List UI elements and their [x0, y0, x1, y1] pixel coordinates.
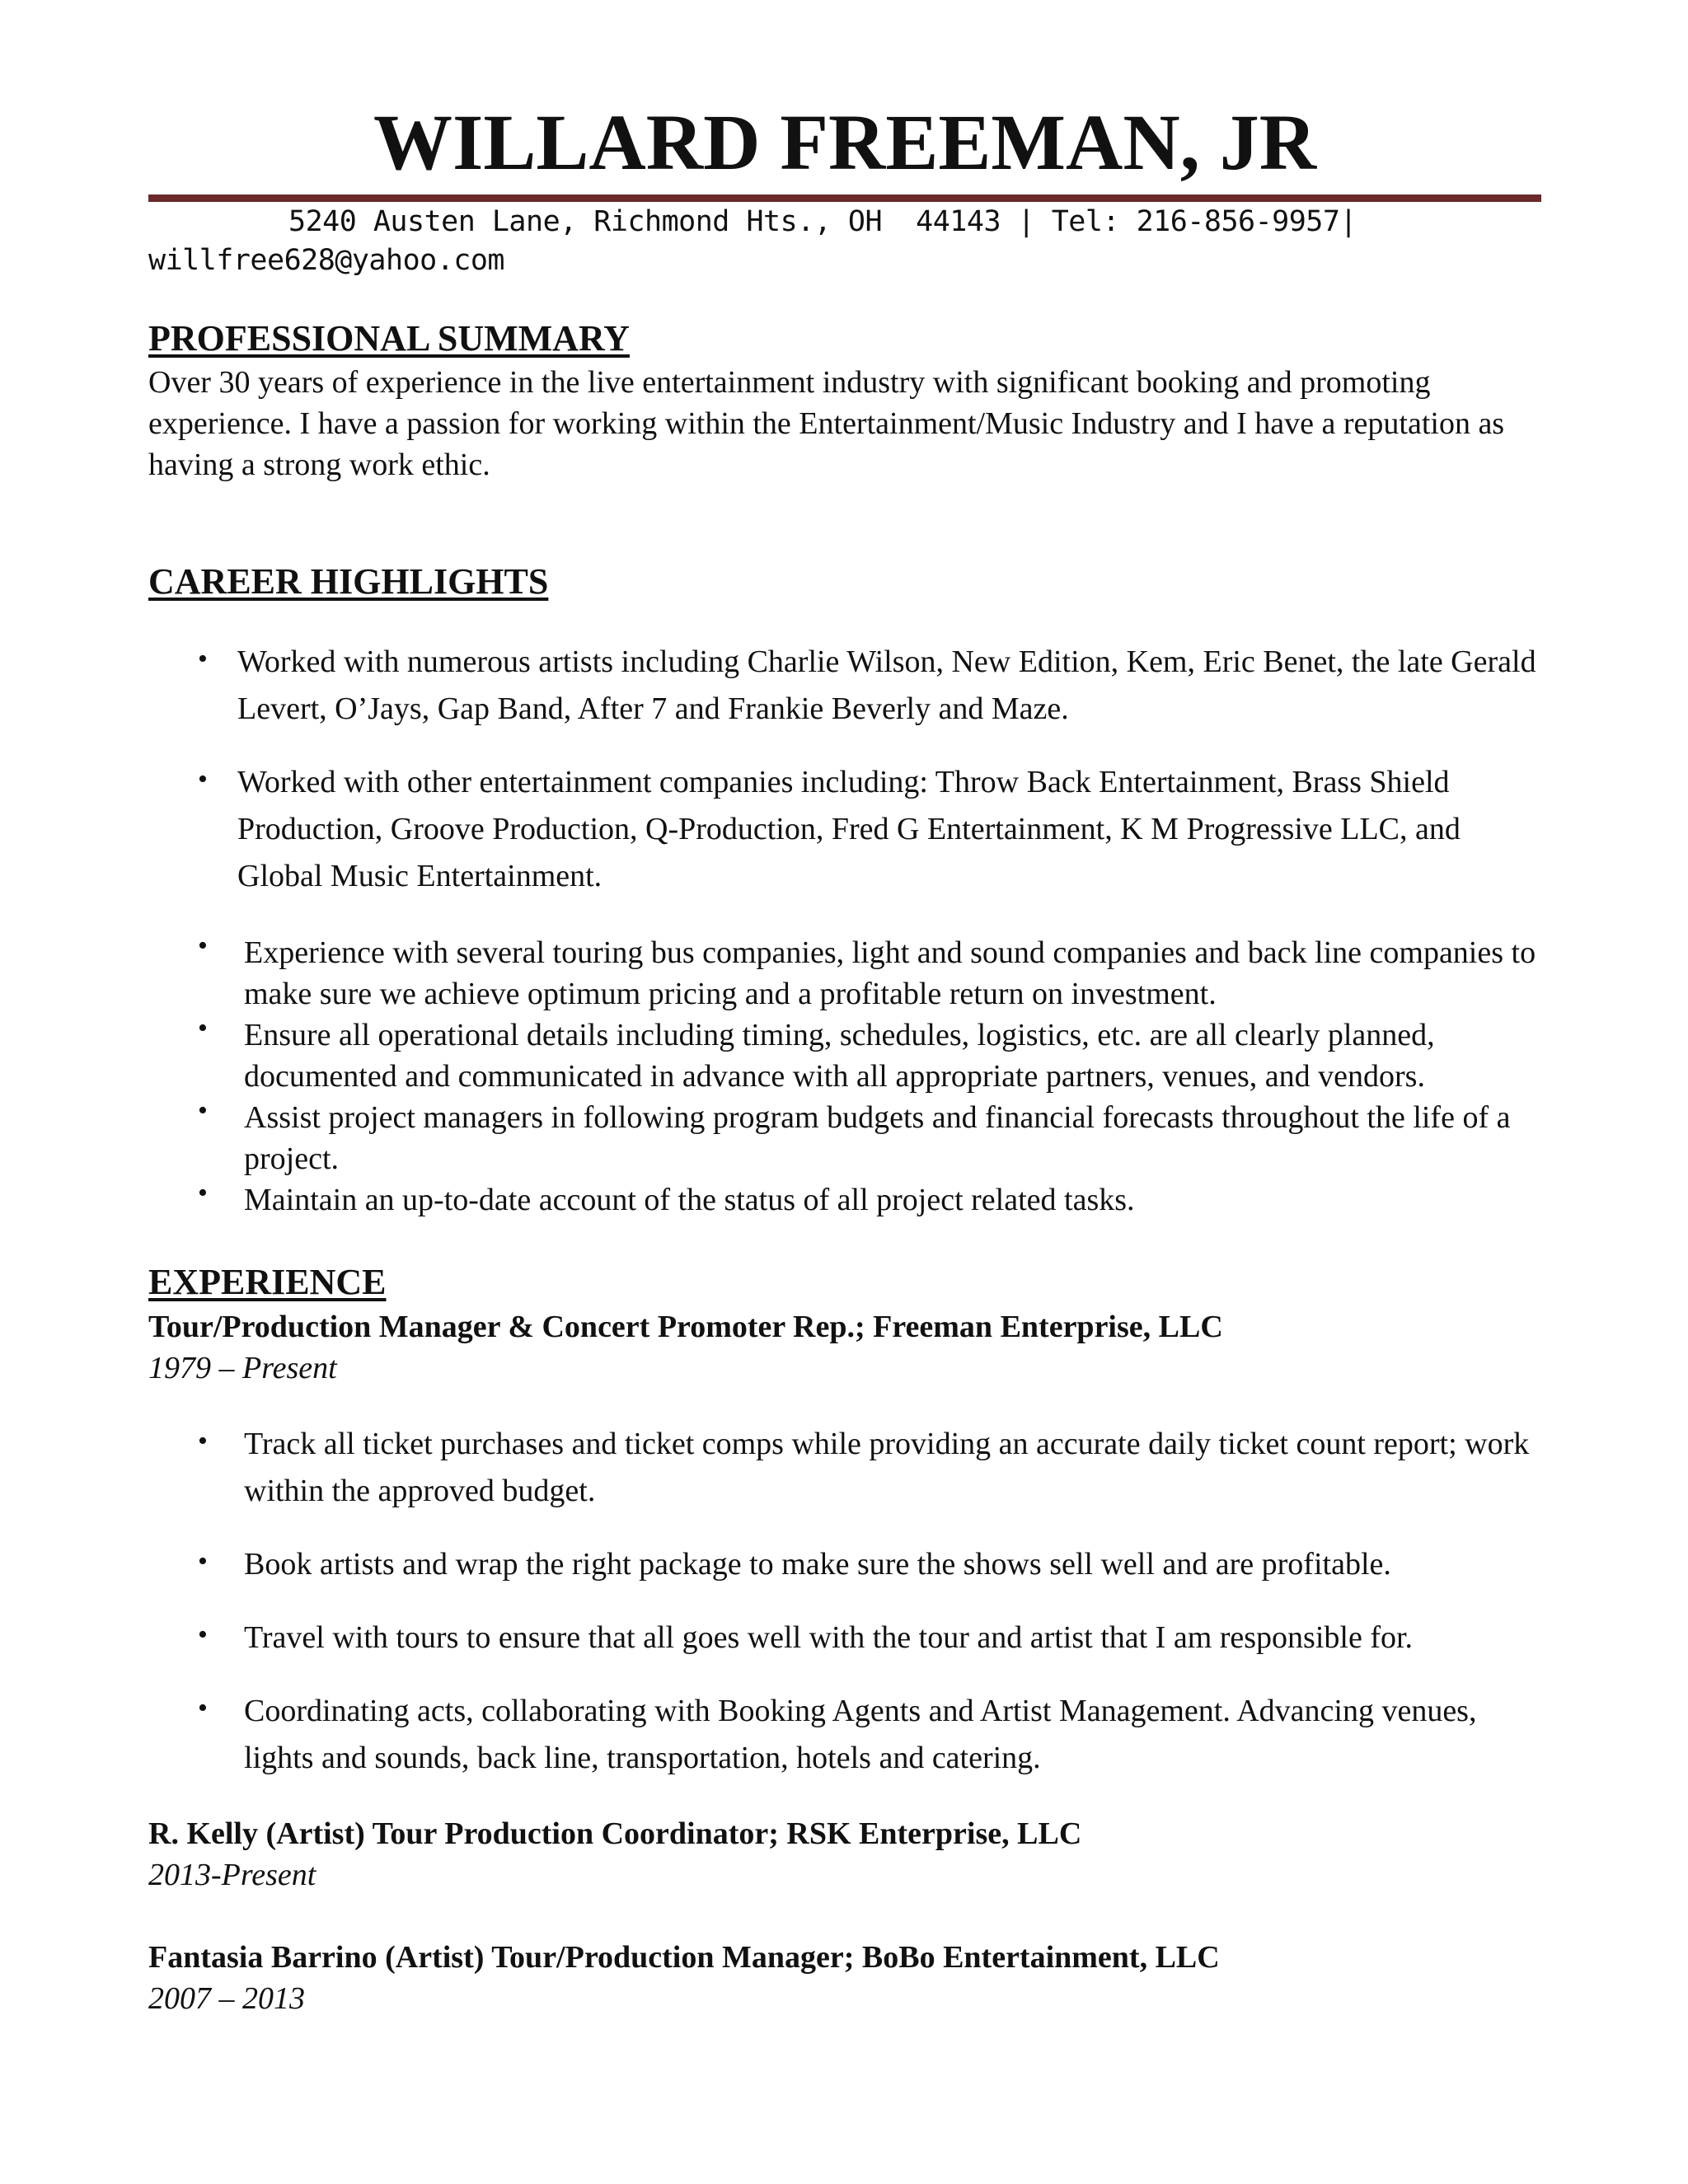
list-item [148, 1015, 1541, 1097]
list-item-text: Ensure all operational details including timing, schedules, logistics, etc. are all clearly planned, documented and communicated in advance with all appropriate partners, venues, and vendors. [244, 1018, 1435, 1094]
list-item-text: Book artists and wrap the right package to make sure the shows sell well and are profitable. [244, 1547, 1391, 1582]
bullet-icon: • [198, 1693, 208, 1723]
list-item [148, 1541, 1541, 1588]
bullet-icon: • [198, 764, 208, 794]
header-divider [148, 194, 1541, 202]
list-item-text: Track all ticket purchases and ticket comps while providing an accurate daily ticket count report; work within the approved budget. [244, 1427, 1530, 1508]
highlights-list-spaced [148, 639, 1541, 900]
list-item-text: Maintain an up-to-date account of the status of all project related tasks. [244, 1183, 1135, 1217]
bullet-icon: • [198, 1178, 208, 1208]
contact-address: 5240 Austen Lane, Richmond Hts., OH 44143 | Tel: 216-856-9957| [288, 205, 1357, 238]
list-item-text: Assist project managers in following program budgets and financial forecasts throughout the life of a project. [244, 1100, 1511, 1176]
list-item-text: Worked with numerous artists including Charlie Wilson, New Edition, Kem, Eric Benet, the late Gerald Levert, O’Jays, Gap Band, After 7 and Frankie Beverly and Maze. [237, 644, 1536, 726]
job-dates: 2007 – 2013 [148, 1981, 305, 2016]
summary-text: Over 30 years of experience in the live entertainment industry with significant booking and promoting experience. I have a passion for working within the Entertainment/Music Industry and I have a reputation as having a strong work ethic. [148, 365, 1505, 482]
contact-info [148, 203, 1541, 280]
bullet-icon: • [198, 1426, 208, 1456]
bullet-icon: • [198, 644, 208, 674]
resume-name: WILLARD FREEMAN, JR [373, 98, 1317, 186]
summary-heading: PROFESSIONAL SUMMARY [148, 318, 630, 359]
list-item-text: Coordinating acts, collaborating with Booking Agents and Artist Management. Advancing venues, lights and sounds, back line, transportation, hotels and catering. [244, 1694, 1477, 1775]
contact-email: willfree628@yahoo.com [148, 244, 505, 277]
list-item [148, 932, 1541, 1015]
list-item [148, 1097, 1541, 1179]
bullet-icon: • [198, 930, 208, 961]
job-title: R. Kelly (Artist) Tour Production Coordinator; RSK Enterprise, LLC [148, 1816, 1082, 1851]
list-item-text: Travel with tours to ensure that all goes well with the tour and artist that I am responsible for. [244, 1620, 1414, 1655]
list-item [148, 1688, 1541, 1782]
bullet-icon: • [198, 1095, 208, 1126]
list-item [148, 1615, 1541, 1661]
job-title: Tour/Production Manager & Concert Promoter Rep.; Freeman Enterprise, LLC [148, 1310, 1223, 1344]
highlights-list-tight [148, 932, 1541, 1221]
list-item [148, 759, 1541, 900]
bullet-icon: • [198, 1013, 208, 1043]
bullet-icon: • [198, 1546, 208, 1577]
job-dates: 2013-Present [148, 1858, 316, 1892]
list-item-text: Worked with other entertainment companies including: Throw Back Entertainment, Brass Shield Production, Groove Production, Q-Production, Fred G Entertainment, K M Progressive LLC, and Global Music Entertainment. [237, 765, 1461, 893]
job-dates: 1979 – Present [148, 1351, 337, 1385]
experience-heading: EXPERIENCE [148, 1262, 387, 1302]
job-bullet-list [148, 1421, 1541, 1782]
list-item [148, 639, 1541, 733]
list-item [148, 1179, 1541, 1221]
job-title: Fantasia Barrino (Artist) Tour/Production Manager; BoBo Entertainment, LLC [148, 1940, 1220, 1975]
highlights-heading: CAREER HIGHLIGHTS [148, 561, 549, 602]
list-item-text: Experience with several touring bus companies, light and sound companies and back line companies to make sure we achieve optimum pricing and a profitable return on investment. [244, 935, 1536, 1011]
list-item [148, 1421, 1541, 1515]
bullet-icon: • [198, 1619, 208, 1650]
